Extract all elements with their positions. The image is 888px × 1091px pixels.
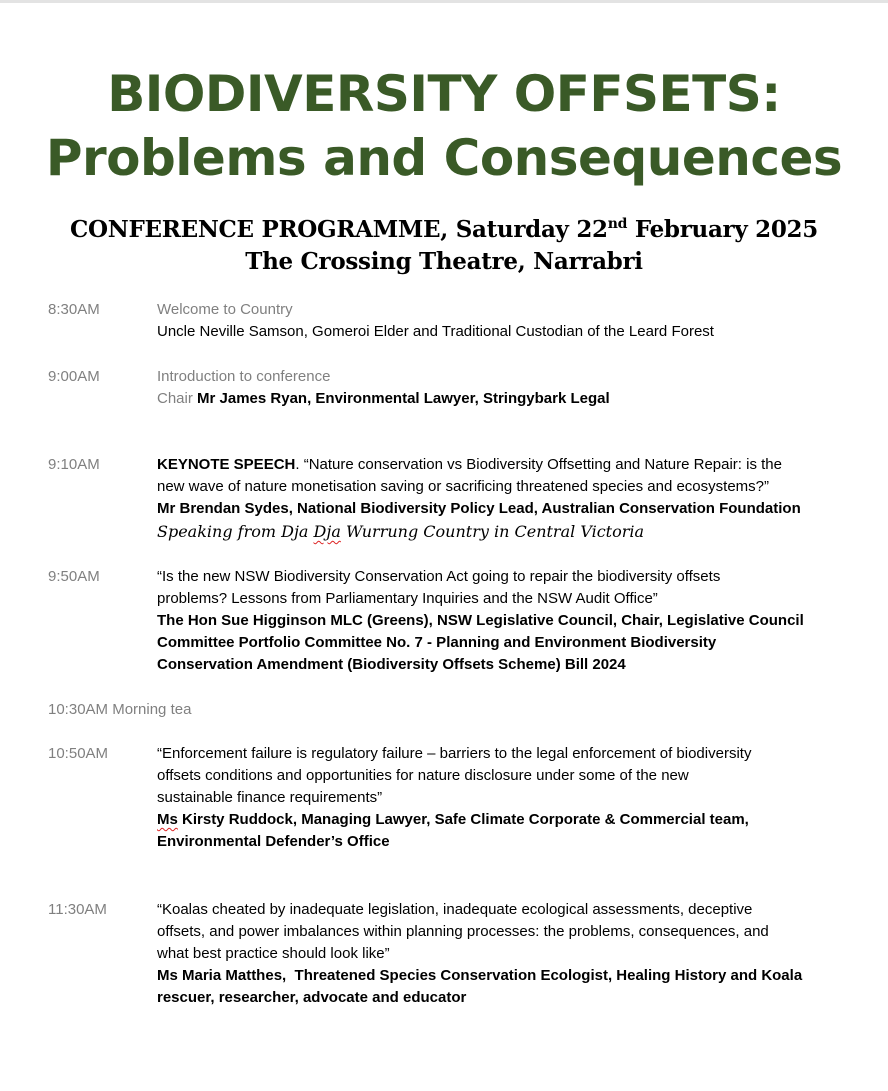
talk-title-line: “Koalas cheated by inadequate legislation, inadequate ecological assessments, deceptive	[157, 901, 753, 918]
session-content	[157, 743, 847, 853]
session-content	[157, 566, 847, 676]
talk-title-line: new wave of nature monetisation saving or sacrificing threatened species and ecosystems?”	[157, 478, 769, 495]
title-line-1: BIODIVERSITY OFFSETS:	[107, 65, 781, 123]
programme-date-suffix: February 2025	[627, 216, 818, 243]
talk-title-line: problems? Lessons from Parliamentary Inquiries and the NSW Audit Office”	[157, 590, 658, 607]
session-speaker-line: Environmental Defender’s Office	[157, 833, 390, 850]
speaker-location-note	[157, 520, 847, 544]
programme-date-ordinal: nd	[607, 216, 628, 232]
session-content	[157, 454, 847, 544]
session-speaker: Mr Brendan Sydes, National Biodiversity Policy Lead, Australian Conservation Foundation	[157, 500, 801, 517]
morning-tea: 10:30AM Morning tea	[48, 701, 192, 718]
session-speaker-line: rescuer, researcher, advocate and educator	[157, 989, 467, 1006]
session-time: 9:00AM	[48, 368, 100, 385]
talk-title-line: “Enforcement failure is regulatory failure – barriers to the legal enforcement of biodiversity	[157, 745, 752, 762]
session-content	[157, 899, 847, 1009]
note-text: Wurrung Country in Central Victoria	[340, 522, 645, 541]
venue: The Crossing Theatre, Narrabri	[245, 248, 643, 275]
talk-title-line: sustainable finance requirements”	[157, 789, 383, 806]
spellcheck-flagged-word: Ms	[157, 811, 178, 828]
session-speaker-line: Committee Portfolio Committee No. 7 - Planning and Environment Biodiversity	[157, 634, 717, 651]
session-speaker-line: The Hon Sue Higginson MLC (Greens), NSW Legislative Council, Chair, Legislative Council	[157, 612, 804, 629]
talk-title-line: offsets conditions and opportunities for nature disclosure under some of the new	[157, 767, 689, 784]
speaker-text: Kirsty Ruddock, Managing Lawyer, Safe Climate Corporate & Commercial team,	[177, 811, 749, 828]
session-heading: Welcome to Country	[157, 301, 293, 318]
session-chair	[157, 388, 847, 410]
talk-title-line: offsets, and power imbalances within planning processes: the problems, consequences, and	[157, 923, 769, 940]
session-time: 8:30AM	[48, 301, 100, 318]
programme-date-prefix: CONFERENCE PROGRAMME, Saturday 22	[70, 216, 608, 243]
session-speaker-line	[157, 809, 847, 831]
session-speaker-line: Conservation Amendment (Biodiversity Offsets Scheme) Bill 2024	[157, 656, 626, 673]
session-content	[157, 299, 847, 343]
session-speaker-line: Ms Maria Matthes, Threatened Species Conservation Ecologist, Healing History and Koala	[157, 967, 803, 984]
talk-title-text: . “Nature conservation vs Biodiversity Offsetting and Nature Repair: is the	[295, 456, 782, 473]
session-time: 11:30AM	[48, 901, 107, 918]
note-text: Speaking from Dja	[157, 522, 314, 541]
programme-date	[0, 214, 888, 246]
talk-title-line	[157, 454, 847, 476]
session-time: 10:50AM	[48, 745, 109, 762]
talk-title-line: what best practice should look like”	[157, 945, 390, 962]
session-heading: Introduction to conference	[157, 368, 331, 385]
spellcheck-flagged-word: Dja	[313, 522, 341, 541]
top-border	[0, 0, 888, 3]
chair-label: Chair	[157, 390, 198, 407]
session-time: 9:10AM	[48, 456, 100, 473]
talk-title-line: “Is the new NSW Biodiversity Conservation Act going to repair the biodiversity offsets	[157, 568, 721, 585]
session-speaker: Uncle Neville Samson, Gomeroi Elder and Traditional Custodian of the Leard Forest	[157, 323, 714, 340]
session-content	[157, 366, 847, 410]
session-time: 9:50AM	[48, 568, 100, 585]
title-line-2: Problems and Consequences	[45, 129, 843, 187]
keynote-label: KEYNOTE SPEECH	[157, 456, 296, 473]
chair-name: Mr James Ryan, Environmental Lawyer, Stringybark Legal	[197, 390, 610, 407]
